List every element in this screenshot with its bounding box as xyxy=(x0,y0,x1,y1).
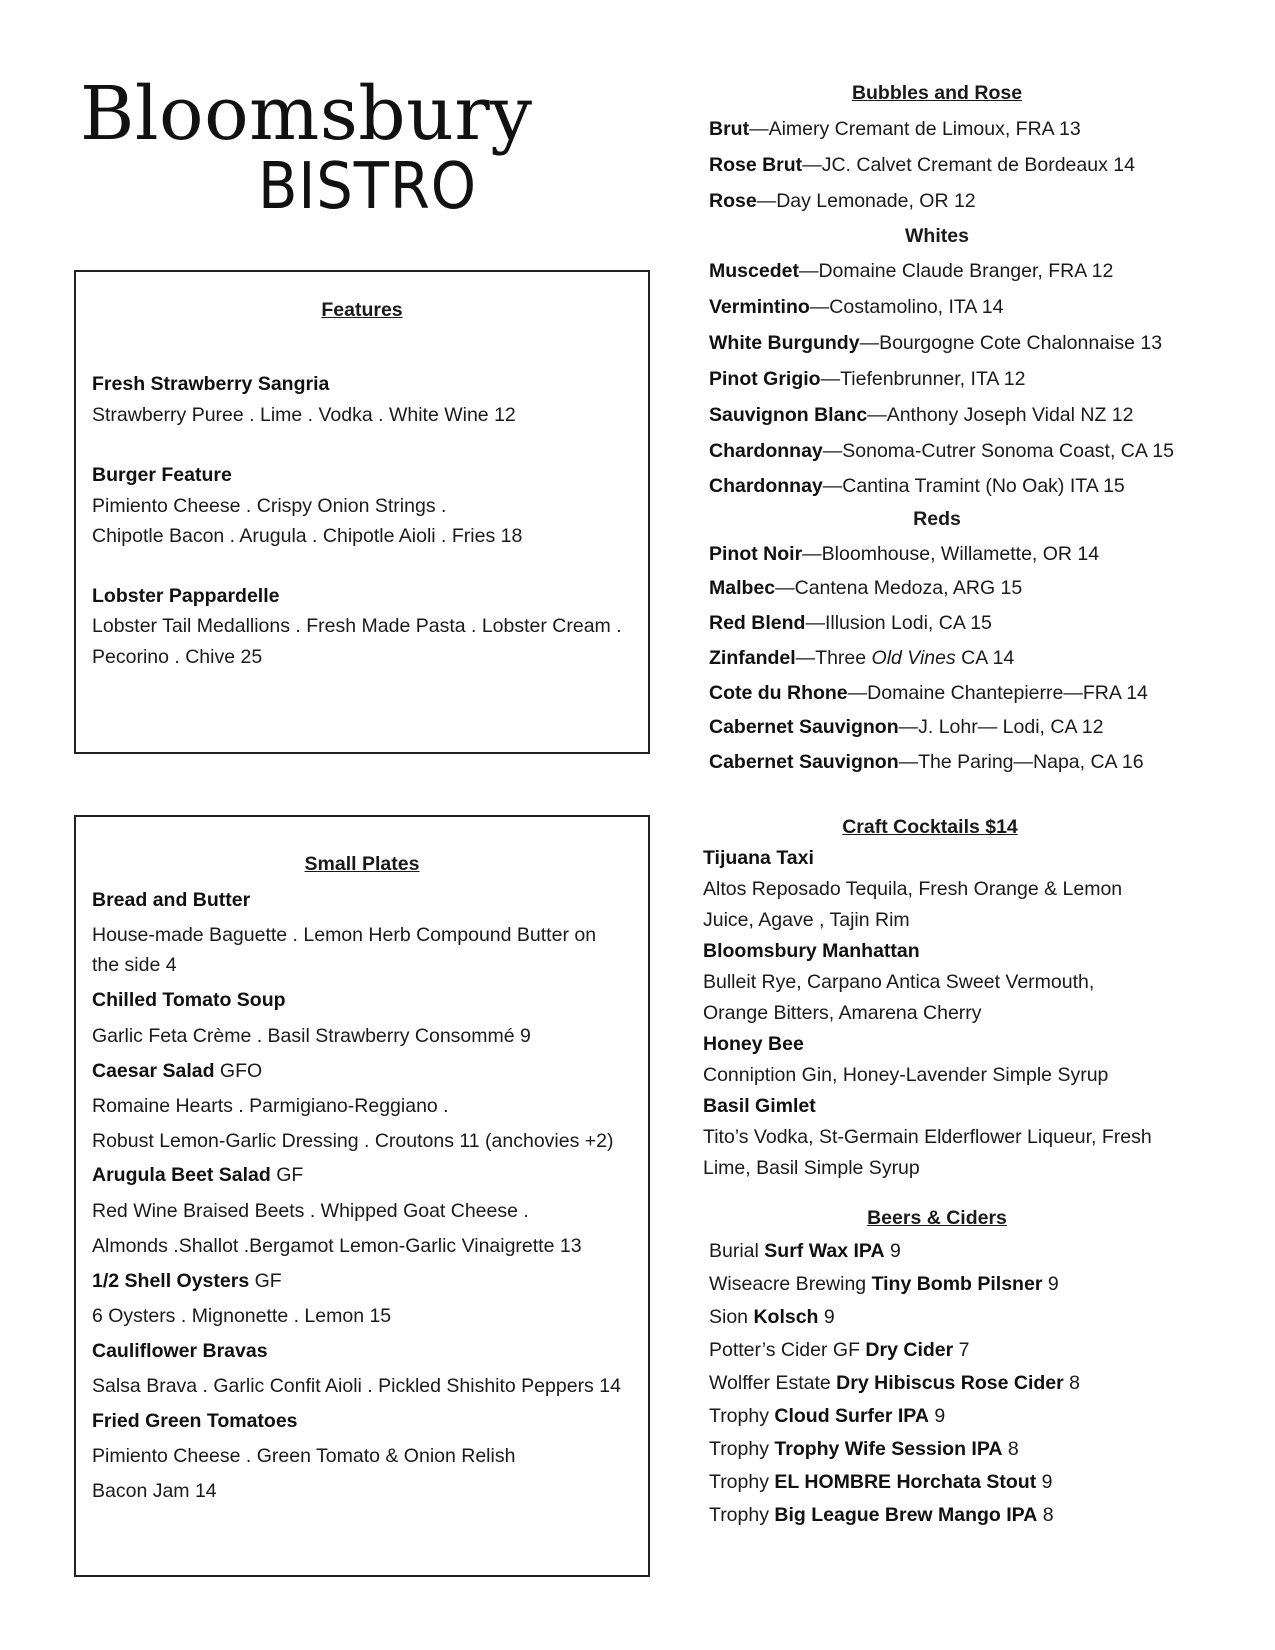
plate-name: Bread and Butter xyxy=(92,889,251,911)
wine-item: Brut—Aimery Cremant de Limoux, FRA 13 xyxy=(709,118,1081,140)
feature-desc: Strawberry Puree . Lime . Vodka . White Wine 12 xyxy=(92,404,516,426)
cocktails-title: Craft Cocktails $14 xyxy=(842,816,1018,838)
cocktail-desc: Orange Bitters, Amarena Cherry xyxy=(703,1002,982,1024)
cocktail-desc: Conniption Gin, Honey-Lavender Simple Syrup xyxy=(703,1064,1109,1086)
plate-desc: Garlic Feta Crème . Basil Strawberry Consommé 9 xyxy=(92,1025,531,1047)
plate-desc: Red Wine Braised Beets . Whipped Goat Cheese . xyxy=(92,1200,529,1222)
beer-item: Trophy Trophy Wife Session IPA 8 xyxy=(709,1438,1019,1460)
feature-desc: Chipotle Bacon . Arugula . Chipotle Aioli . Fries 18 xyxy=(92,525,523,547)
beer-item: Burial Surf Wax IPA 9 xyxy=(709,1240,901,1262)
plate-desc: Bacon Jam 14 xyxy=(92,1480,217,1502)
wine-item: Muscedet—Domaine Claude Branger, FRA 12 xyxy=(709,260,1114,282)
wine-item: White Burgundy—Bourgogne Cote Chalonnaise 13 xyxy=(709,332,1163,354)
wine-item: Cote du Rhone—Domaine Chantepierre—FRA 14 xyxy=(709,682,1148,704)
plate-name: Caesar Salad GFO xyxy=(92,1060,263,1082)
plate-desc: Pimiento Cheese . Green Tomato & Onion Relish xyxy=(92,1445,516,1467)
small-plates-title: Small Plates xyxy=(304,853,420,875)
plate-desc: Romaine Hearts . Parmigiano-Reggiano . xyxy=(92,1095,449,1117)
plate-desc: Salsa Brava . Garlic Confit Aioli . Pickled Shishito Peppers 14 xyxy=(92,1375,621,1397)
beer-item: Wolffer Estate Dry Hibiscus Rose Cider 8 xyxy=(709,1372,1081,1394)
wine-item: Chardonnay—Sonoma-Cutrer Sonoma Coast, CA 15 xyxy=(709,440,1174,462)
plate-name: 1/2 Shell Oysters GF xyxy=(92,1270,282,1292)
feature-desc: Lobster Tail Medallions . Fresh Made Pasta . Lobster Cream . xyxy=(92,615,622,637)
wine-item: Rose—Day Lemonade, OR 12 xyxy=(709,190,976,212)
wine-item: Pinot Grigio—Tiefenbrunner, ITA 12 xyxy=(709,368,1026,390)
cocktail-desc: Juice, Agave , Tajin Rim xyxy=(703,909,910,931)
cocktail-desc: Tito’s Vodka, St-Germain Elderflower Liqueur, Fresh xyxy=(703,1126,1152,1148)
plate-name: Cauliflower Bravas xyxy=(92,1340,268,1362)
cocktail-name: Basil Gimlet xyxy=(703,1095,816,1117)
plate-desc: Robust Lemon-Garlic Dressing . Croutons 11 (anchovies +2) xyxy=(92,1130,614,1152)
cocktail-name: Bloomsbury Manhattan xyxy=(703,940,920,962)
wine-item: Sauvignon Blanc—Anthony Joseph Vidal NZ 12 xyxy=(709,404,1134,426)
wine-item: Vermintino—Costamolino, ITA 14 xyxy=(709,296,1004,318)
plate-name: Arugula Beet Salad GF xyxy=(92,1164,304,1186)
wine-item: Cabernet Sauvignon—The Paring—Napa, CA 16 xyxy=(709,751,1144,773)
cocktail-desc: Lime, Basil Simple Syrup xyxy=(703,1157,920,1179)
beer-item: Wiseacre Brewing Tiny Bomb Pilsner 9 xyxy=(709,1273,1059,1295)
wine-item: Pinot Noir—Bloomhouse, Willamette, OR 14 xyxy=(709,543,1100,565)
small-plates-box xyxy=(74,815,650,1577)
cocktail-name: Tijuana Taxi xyxy=(703,847,814,869)
plate-desc: House-made Baguette . Lemon Herb Compound Butter on xyxy=(92,924,597,946)
features-box xyxy=(74,270,650,754)
cocktail-desc: Altos Reposado Tequila, Fresh Orange & Lemon xyxy=(703,878,1123,900)
cocktail-desc: Bulleit Rye, Carpano Antica Sweet Vermouth, xyxy=(703,971,1095,993)
plate-desc: Almonds .Shallot .Bergamot Lemon-Garlic Vinaigrette 13 xyxy=(92,1235,582,1257)
beers-title: Beers & Ciders xyxy=(867,1207,1007,1229)
wine-item: Rose Brut—JC. Calvet Cremant de Bordeaux 14 xyxy=(709,154,1135,176)
feature-name: Fresh Strawberry Sangria xyxy=(92,373,330,395)
beer-item: Sion Kolsch 9 xyxy=(709,1306,835,1328)
cocktail-name: Honey Bee xyxy=(703,1033,804,1055)
feature-desc: Pimiento Cheese . Crispy Onion Strings . xyxy=(92,495,447,517)
plate-name: Chilled Tomato Soup xyxy=(92,989,286,1011)
logo-bloomsbury: Bloomsbury xyxy=(80,71,533,157)
beer-item: Trophy Cloud Surfer IPA 9 xyxy=(709,1405,946,1427)
plate-desc: 6 Oysters . Mignonette . Lemon 15 xyxy=(92,1305,392,1327)
feature-desc: Pecorino . Chive 25 xyxy=(92,646,263,668)
feature-name: Lobster Pappardelle xyxy=(92,585,280,607)
whites-title: Whites xyxy=(905,225,969,247)
bubbles-title: Bubbles and Rose xyxy=(851,82,1023,104)
plate-name: Fried Green Tomatoes xyxy=(92,1410,298,1432)
beer-item: Trophy EL HOMBRE Horchata Stout 9 xyxy=(709,1471,1053,1493)
beer-item: Trophy Big League Brew Mango IPA 8 xyxy=(709,1504,1054,1526)
wine-item: Cabernet Sauvignon—J. Lohr— Lodi, CA 12 xyxy=(709,716,1104,738)
feature-name: Burger Feature xyxy=(92,464,232,486)
plate-desc: the side 4 xyxy=(92,954,177,976)
wine-item: Chardonnay—Cantina Tramint (No Oak) ITA 15 xyxy=(709,475,1125,497)
reds-title: Reds xyxy=(913,508,961,530)
logo-bistro: BISTRO xyxy=(258,150,478,224)
beer-item: Potter’s Cider GF Dry Cider 7 xyxy=(709,1339,970,1361)
features-title: Features xyxy=(321,299,403,321)
wine-item: Malbec—Cantena Medoza, ARG 15 xyxy=(709,577,1023,599)
wine-item: Zinfandel—Three Old Vines CA 14 xyxy=(709,647,1015,669)
wine-item: Red Blend—Illusion Lodi, CA 15 xyxy=(709,612,992,634)
